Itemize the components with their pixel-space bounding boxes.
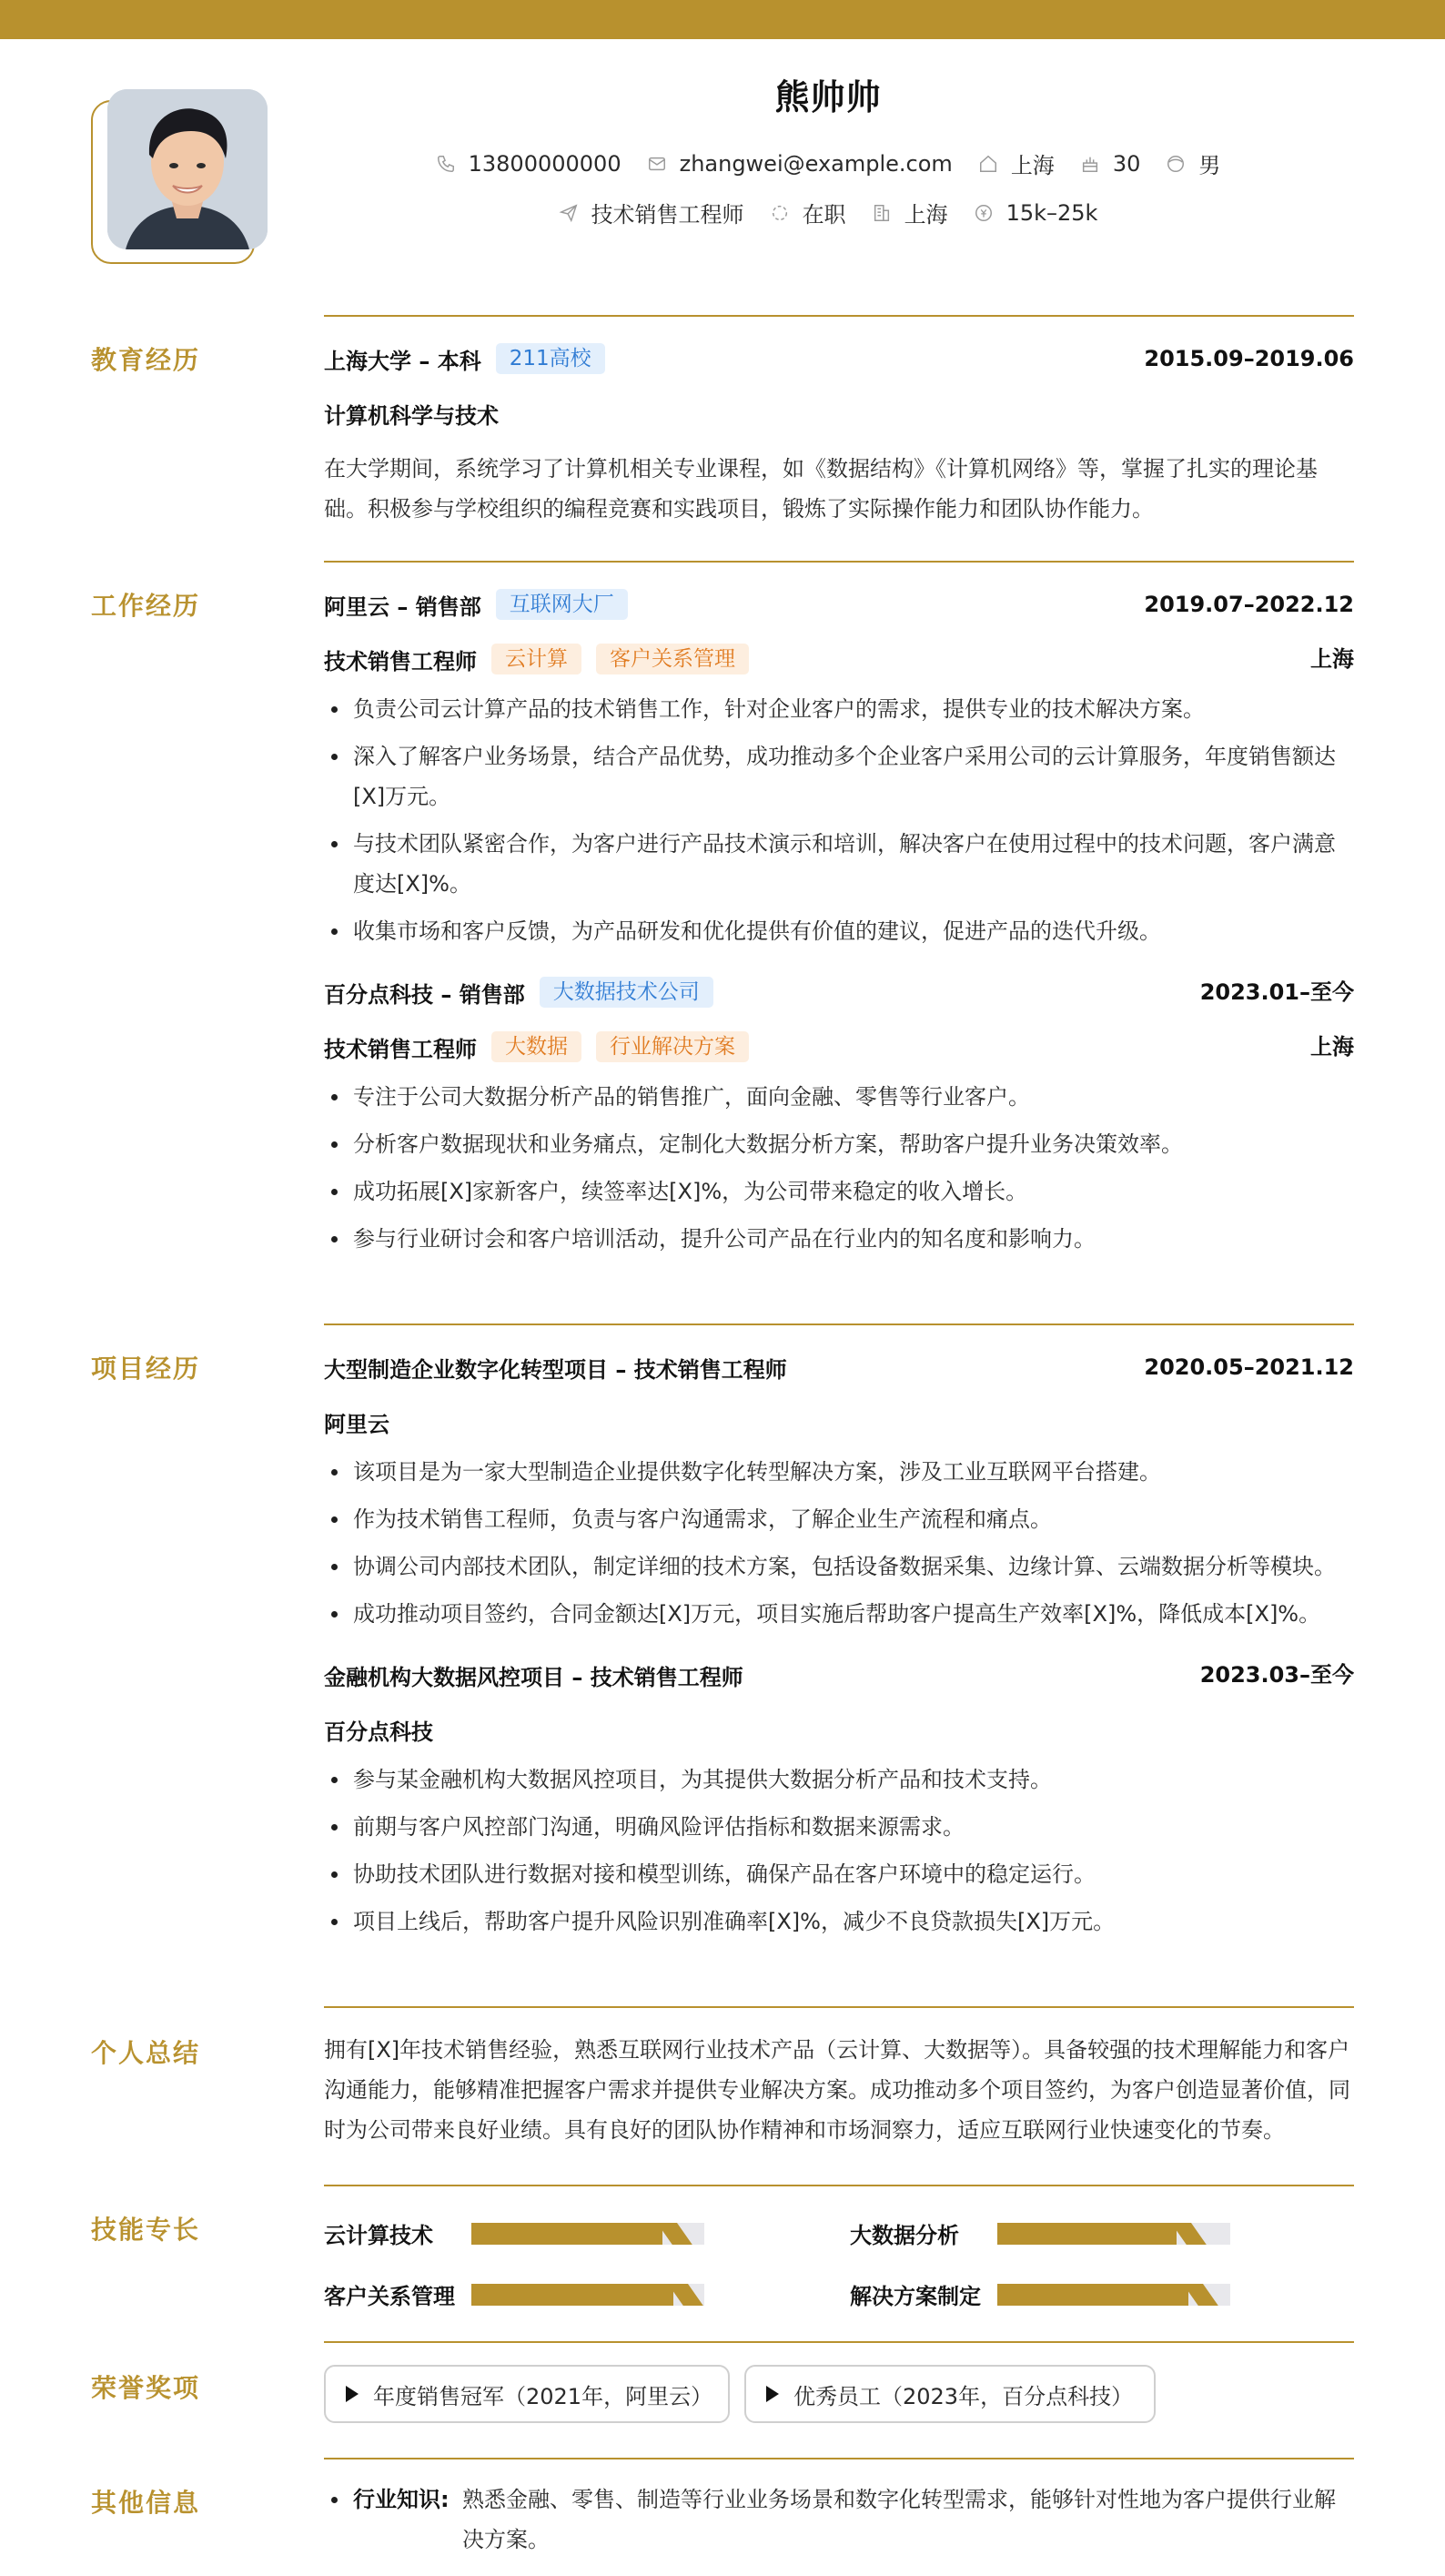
other-info-value-line: 决方案。 [462, 2527, 550, 2552]
work-section-title: 工作经历 [91, 591, 201, 621]
avatar-photo-icon [107, 89, 268, 249]
other-section-title: 其他信息 [91, 2488, 201, 2518]
city-text: 上海 [904, 202, 948, 228]
list-item: 参与某金融机构大数据风控项目，为其提供大数据分析产品和技术支持。 [324, 1760, 1354, 1800]
major-row [324, 398, 1354, 429]
summary-text [324, 2030, 1354, 2150]
list-item: 作为技术销售工程师，负责与客户沟通需求，了解企业生产流程和痛点。 [324, 1499, 1354, 1539]
skill-item [324, 2217, 704, 2249]
education-header-row [324, 343, 1354, 374]
triangle-icon [766, 2386, 779, 2402]
skill-bar [471, 2284, 704, 2306]
list-item: 该项目是为一家大型制造企业提供数字化转型解决方案，涉及工业互联网平台搭建。 [324, 1452, 1354, 1492]
projects-section-title: 项目经历 [91, 1354, 201, 1384]
skill-bar [997, 2284, 1230, 2306]
project-header-row [324, 1352, 1354, 1383]
status-item [770, 197, 846, 228]
award-text: 年度销售冠军（2021年，阿里云） [373, 2383, 713, 2409]
hometown-item [978, 147, 1055, 179]
skill-tag: 客户关系管理 [596, 644, 749, 674]
job-bullets [324, 689, 1354, 951]
phone-text: 13800000000 [468, 150, 621, 177]
phone-item [436, 151, 621, 177]
other-section [324, 2480, 1354, 2560]
skills-section-title: 技能专长 [91, 2215, 201, 2245]
job-position-row [324, 644, 1354, 674]
summary-line: 沟通能力，能够精准把握客户需求并提供专业解决方案。成功推动多个项目签约，为客户创造显著价值，同 [324, 2077, 1350, 2103]
work-section [324, 589, 1354, 1266]
skill-bar-fill [997, 2284, 1188, 2306]
hometown-text: 上海 [1010, 153, 1055, 178]
skill-bar-fill [471, 2284, 673, 2306]
education-section-title: 教育经历 [91, 345, 201, 375]
age-text: 30 [1112, 150, 1141, 177]
skill-tag: 云计算 [491, 644, 581, 674]
list-item: 参与行业研讨会和客户培训活动，提升公司产品在行业内的知名度和影响力。 [324, 1219, 1354, 1259]
award-text: 优秀员工（2023年，百分点科技） [793, 2383, 1134, 2409]
award-item [324, 2365, 730, 2423]
list-item: 成功拓展[X]家新客户，续签率达[X]%，为公司带来稳定的收入增长。 [324, 1171, 1354, 1212]
phone-icon [436, 154, 456, 174]
project-company-row [324, 1406, 1354, 1437]
education-date: 2015.09–2019.06 [1144, 346, 1354, 371]
email-text: zhangwei@example.com [679, 150, 953, 177]
summary-line: 拥有[X]年技术销售经验，熟悉互联网行业技术产品（云计算、大数据等）。具备较强的技术理解能力和客户 [324, 2037, 1350, 2063]
salary-text: 15k–25k [1005, 199, 1098, 226]
work-divider [324, 561, 1354, 563]
person-face-icon [1166, 154, 1186, 174]
project-bullets [324, 1760, 1354, 1942]
project-company: 百分点科技 [324, 1719, 433, 1745]
other-divider [324, 2458, 1354, 2459]
project-company-row [324, 1714, 1354, 1745]
project-name: 大型制造企业数字化转型项目 – 技术销售工程师 [324, 1356, 787, 1383]
project-bullets [324, 1452, 1354, 1634]
list-item: 成功推动项目签约，合同金额达[X]万元，项目实施后帮助客户提高生产效率[X]%，降低成本[X]%。 [324, 1594, 1354, 1634]
education-desc-line: 在大学期间，系统学习了计算机相关专业课程，如《数据结构》《计算机网络》等，掌握了扎实的理论基 [324, 456, 1318, 482]
skill-label: 云计算技术 [324, 2223, 433, 2248]
skill-bar [471, 2223, 704, 2245]
list-item: 负责公司云计算产品的技术销售工作，针对企业客户的需求，提供专业的技术解决方案。 [324, 689, 1354, 729]
skill-tag: 大数据 [491, 1031, 581, 1062]
skill-label: 客户关系管理 [324, 2284, 455, 2309]
skills-divider [324, 2185, 1354, 2186]
job-position: 技术销售工程师 [324, 1036, 477, 1062]
job-position: 技术销售工程师 [324, 648, 477, 674]
school-tag: 211高校 [496, 343, 605, 374]
awards-divider [324, 2341, 1354, 2343]
skill-item [324, 2278, 704, 2310]
list-item: 协调公司内部技术团队，制定详细的技术方案，包括设备数据采集、边缘计算、云端数据分析等模块。 [324, 1547, 1354, 1587]
project-header-row [324, 1659, 1354, 1690]
project-name: 金融机构大数据风控项目 – 技术销售工程师 [324, 1664, 743, 1690]
home-icon [978, 154, 998, 174]
list-item: 深入了解客户业务场景，结合产品优势，成功推动多个企业客户采用公司的云计算服务，年度销售额达[X]万元。 [324, 736, 1354, 816]
list-item: 分析客户数据现状和业务痛点，定制化大数据分析方案，帮助客户提升业务决策效率。 [324, 1124, 1354, 1164]
awards-section-title: 荣誉奖项 [91, 2373, 201, 2403]
education-desc-line: 础。积极参与学校组织的编程竞赛和实践项目，锻炼了实际操作能力和团队协作能力。 [324, 496, 1154, 522]
status-icon [770, 203, 790, 223]
summary-line: 时为公司带来良好业绩。具有良好的团队协作精神和市场洞察力，适应互联网行业快速变化的节奏。 [324, 2117, 1285, 2143]
job-header-row [324, 977, 1354, 1008]
job-target-text: 技术销售工程师 [591, 202, 744, 228]
list-item: 前期与客户风控部门沟通，明确风险评估指标和数据来源需求。 [324, 1807, 1354, 1847]
summary-section-title: 个人总结 [91, 2038, 201, 2068]
contact-row [346, 147, 1310, 179]
skill-bar [997, 2223, 1230, 2245]
project-date: 2020.05–2021.12 [1144, 1354, 1354, 1380]
candidate-name: 熊帅帅 [774, 77, 882, 117]
avatar [107, 89, 268, 249]
list-item: 协助技术团队进行数据对接和模型训练，确保产品在客户环境中的稳定运行。 [324, 1854, 1354, 1894]
company-tag: 互联网大厂 [496, 589, 628, 620]
job-bullets [324, 1077, 1354, 1259]
projects-divider [324, 1323, 1354, 1325]
job-date: 2023.01–至今 [1199, 979, 1354, 1005]
status-text: 在职 [802, 202, 846, 228]
age-item [1080, 151, 1141, 177]
project-date: 2023.03–至今 [1199, 1662, 1354, 1688]
list-item: 专注于公司大数据分析产品的销售推广，面向金融、零售等行业客户。 [324, 1077, 1354, 1117]
send-icon [559, 203, 579, 223]
education-description [324, 449, 1354, 529]
top-accent-bar [0, 0, 1445, 39]
award-item [744, 2365, 1156, 2423]
skill-tag: 行业解决方案 [596, 1031, 749, 1062]
skill-item [850, 2217, 1230, 2249]
skill-bar-fill [997, 2223, 1177, 2245]
job-location: 上海 [1310, 1034, 1354, 1060]
gender-text: 男 [1198, 153, 1221, 178]
list-item: 与技术团队紧密合作，为客户进行产品技术演示和培训，解决客户在使用过程中的技术问题，客户满意度达[X]%。 [324, 824, 1354, 904]
money-icon [974, 203, 994, 223]
building-icon [872, 203, 892, 223]
job-intent-row [346, 197, 1310, 228]
job-position-row [324, 1031, 1354, 1062]
triangle-icon [346, 2386, 359, 2402]
mail-icon [647, 154, 667, 174]
education-divider [324, 315, 1354, 317]
list-item: 项目上线后，帮助客户提升风险识别准确率[X]%，减少不良贷款损失[X]万元。 [324, 1902, 1354, 1942]
email-item [647, 151, 953, 177]
skill-label: 大数据分析 [850, 2223, 959, 2248]
job-header-row [324, 589, 1354, 620]
job-target-item [559, 197, 744, 228]
skill-label: 解决方案制定 [850, 2284, 981, 2309]
job-date: 2019.07–2022.12 [1144, 592, 1354, 617]
education-section [324, 343, 1354, 529]
project-company: 阿里云 [324, 1411, 389, 1437]
city-item [872, 197, 948, 228]
school-name: 上海大学 – 本科 [324, 348, 481, 374]
major-name: 计算机科学与技术 [324, 402, 499, 429]
other-info-item [324, 2480, 1354, 2560]
salary-item [974, 200, 1098, 226]
company-name: 阿里云 – 销售部 [324, 593, 481, 620]
cake-icon [1080, 154, 1100, 174]
list-item: 收集市场和客户反馈，为产品研发和优化提供有价值的建议，促进产品的迭代升级。 [324, 911, 1354, 951]
company-name: 百分点科技 – 销售部 [324, 981, 525, 1008]
company-tag: 大数据技术公司 [540, 977, 713, 1008]
other-info-value-line: 熟悉金融、零售、制造等行业业务场景和数字化转型需求，能够针对性地为客户提供行业解 [462, 2487, 1336, 2512]
projects-section [324, 1352, 1354, 1949]
skill-item [850, 2278, 1230, 2310]
other-info-key: 行业知识: [353, 2487, 450, 2512]
gender-item [1166, 147, 1220, 179]
job-location: 上海 [1310, 646, 1354, 672]
skill-bar-fill [471, 2223, 662, 2245]
summary-divider [324, 2006, 1354, 2008]
